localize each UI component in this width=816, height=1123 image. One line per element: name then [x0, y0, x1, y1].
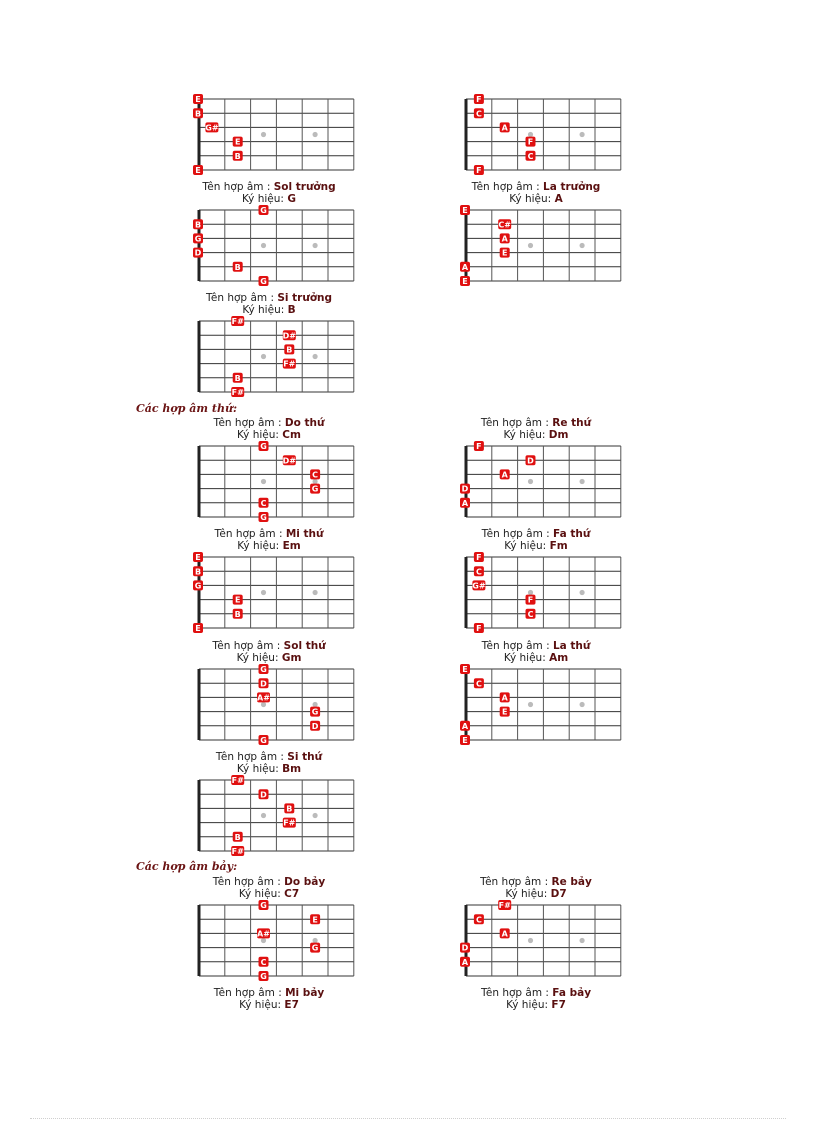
note-marker: [257, 692, 270, 702]
note-label: D#: [282, 456, 296, 466]
note-marker: [500, 233, 510, 243]
note-marker: [283, 359, 296, 369]
chord-caption-11: Tên hợp âm : Do bảy Ký hiệu: C7: [212, 876, 326, 900]
note-marker: [474, 566, 484, 576]
note-marker: [500, 928, 510, 938]
note-marker: [310, 469, 320, 479]
note-label: B: [234, 262, 241, 272]
note-label: A: [461, 498, 469, 508]
note-label: A: [501, 234, 508, 244]
note-marker: [205, 122, 219, 132]
chord-diagram-14: [457, 900, 617, 982]
note-marker: [526, 609, 536, 619]
fret-inlay-dot: [313, 813, 318, 818]
note-marker: [193, 219, 203, 229]
note-label: G: [260, 206, 267, 216]
note-label: C: [475, 567, 482, 577]
note-label: E: [234, 595, 241, 605]
note-label: C: [475, 109, 482, 119]
note-label: A#: [257, 929, 270, 939]
fret-inlay-dot: [261, 132, 266, 137]
fret-inlay-dot: [261, 590, 266, 595]
note-label: E: [195, 95, 201, 105]
fret-inlay-dot: [528, 479, 533, 484]
chord-diagram-3: [190, 205, 350, 287]
fret-inlay-dot: [261, 938, 266, 943]
note-marker: [474, 441, 484, 451]
fret-inlay-dot: [313, 479, 318, 484]
note-marker: [193, 552, 203, 562]
note-label: A: [501, 693, 508, 703]
note-label: F: [476, 166, 482, 176]
note-label: F#: [231, 388, 244, 398]
note-marker: [474, 914, 484, 924]
note-marker: [233, 262, 243, 272]
note-marker: [283, 818, 296, 828]
note-label: G: [194, 234, 202, 244]
note-marker: [526, 151, 536, 161]
note-label: C: [260, 498, 267, 508]
fret-inlay-dot: [528, 132, 533, 137]
chord-diagram-2: [457, 94, 617, 176]
note-label: C: [475, 679, 482, 689]
note-label: F: [476, 624, 482, 634]
note-label: B: [234, 609, 241, 619]
note-marker: [474, 94, 484, 104]
chord-caption-6: Tên hợp âm : Mi thứ Ký hiệu: Em: [214, 528, 324, 552]
note-marker: [310, 721, 320, 731]
chord-diagram-1: [190, 94, 350, 176]
note-marker: [460, 276, 470, 286]
note-label: B: [234, 832, 241, 842]
note-label: B: [194, 109, 202, 119]
note-marker: [259, 498, 269, 508]
note-label: F: [476, 553, 482, 563]
note-marker: [500, 122, 510, 132]
note-label: F#: [283, 818, 296, 828]
fret-inlay-dot: [313, 938, 318, 943]
note-label: D: [527, 456, 534, 466]
page-bottom-rule: [30, 1118, 786, 1119]
note-label: D: [461, 484, 469, 494]
note-label: C#: [498, 220, 511, 230]
note-label: F#: [231, 776, 244, 786]
note-marker: [233, 609, 243, 619]
note-marker: [233, 151, 243, 161]
note-label: D: [260, 679, 267, 689]
note-label: E: [462, 277, 468, 287]
note-label: B: [234, 151, 241, 161]
chord-caption-10: Tên hợp âm : Si thứ Ký hiệu: Bm: [215, 751, 323, 775]
chord-caption-2: Tên hợp âm : La trưởng Ký hiệu: A: [471, 181, 601, 205]
chord-diagram-10: [190, 664, 350, 746]
note-label: E: [501, 707, 508, 717]
fret-inlay-dot: [528, 938, 533, 943]
fret-inlay-dot: [580, 479, 585, 484]
note-marker: [284, 803, 294, 813]
note-label: F#: [231, 847, 244, 857]
note-marker: [500, 692, 510, 702]
chord-diagram-8: [190, 552, 350, 634]
chord-caption-1: Tên hợp âm : Sol trưởng Ký hiệu: G: [202, 181, 336, 205]
note-marker: [259, 664, 269, 674]
note-label: E: [234, 137, 241, 147]
note-marker: [193, 165, 203, 175]
note-marker: [283, 330, 297, 340]
fret-inlay-dot: [261, 479, 266, 484]
note-marker: [259, 735, 269, 745]
note-marker: [259, 957, 269, 967]
note-marker: [460, 205, 470, 215]
note-marker: [474, 108, 484, 118]
note-marker: [310, 914, 320, 924]
chord-caption-7: Tên hợp âm : Fa thứ Ký hiệu: Fm: [481, 528, 591, 552]
note-marker: [498, 219, 511, 229]
note-label: F#: [283, 359, 296, 369]
note-label: B: [194, 220, 202, 230]
note-marker: [231, 846, 244, 856]
fret-inlay-dot: [580, 243, 585, 248]
note-marker: [193, 233, 203, 243]
chord-diagram-9: [457, 552, 617, 634]
chord-diagram-6: [190, 441, 350, 523]
note-marker: [231, 775, 244, 785]
fret-inlay-dot: [528, 590, 533, 595]
note-label: F#: [498, 901, 511, 911]
chord-diagram-4: [457, 205, 617, 287]
fret-inlay-dot: [261, 243, 266, 248]
note-label: E: [195, 553, 201, 563]
chord-diagram-11: [457, 664, 617, 746]
note-label: D: [260, 790, 267, 800]
note-marker: [233, 595, 243, 605]
note-label: F: [476, 442, 482, 452]
note-label: F: [527, 595, 534, 605]
note-marker: [500, 707, 510, 717]
note-marker: [193, 580, 203, 590]
note-label: C: [527, 151, 534, 161]
section-seventh-title: Các hợp âm bảy:: [136, 860, 238, 873]
note-label: D: [311, 721, 319, 731]
note-marker: [474, 165, 484, 175]
note-label: D: [461, 943, 469, 953]
note-marker: [472, 580, 486, 590]
note-marker: [259, 971, 269, 981]
note-label: E: [195, 624, 201, 634]
note-label: E: [312, 915, 318, 925]
chord-diagram-5: [190, 316, 350, 398]
note-marker: [310, 943, 320, 953]
note-label: B: [194, 567, 202, 577]
note-label: A: [501, 123, 508, 133]
note-marker: [193, 108, 203, 118]
note-marker: [500, 248, 510, 258]
note-marker: [498, 900, 511, 910]
note-marker: [526, 595, 536, 605]
note-label: A#: [257, 693, 270, 703]
note-marker: [233, 832, 243, 842]
note-marker: [259, 205, 269, 215]
fret-inlay-dot: [313, 243, 318, 248]
note-marker: [460, 735, 470, 745]
note-marker: [259, 441, 269, 451]
chord-caption-12: Tên hợp âm : Re bảy Ký hiệu: D7: [480, 876, 592, 900]
note-marker: [474, 623, 484, 633]
chord-caption-4: Tên hợp âm : Do thứ Ký hiệu: Cm: [213, 417, 325, 441]
chord-diagram-13: [190, 900, 350, 982]
note-label: E: [462, 206, 468, 216]
chord-caption-9: Tên hợp âm : La thứ Ký hiệu: Am: [481, 640, 591, 664]
note-label: C: [260, 957, 267, 967]
note-label: G: [260, 736, 267, 746]
note-label: G#: [472, 581, 486, 591]
note-marker: [310, 484, 320, 494]
fret-inlay-dot: [261, 702, 266, 707]
note-marker: [233, 373, 243, 383]
note-label: A: [461, 957, 469, 967]
note-marker: [460, 664, 470, 674]
note-label: G: [260, 901, 267, 911]
note-label: C: [312, 470, 319, 480]
note-marker: [193, 248, 203, 258]
fret-inlay-dot: [580, 590, 585, 595]
note-marker: [526, 455, 536, 465]
note-label: F: [527, 137, 534, 147]
note-label: F#: [231, 317, 244, 327]
chord-diagram-12: [190, 775, 350, 857]
fret-inlay-dot: [261, 813, 266, 818]
note-label: E: [462, 736, 468, 746]
note-marker: [526, 137, 536, 147]
note-marker: [474, 552, 484, 562]
note-label: G: [194, 581, 202, 591]
fret-inlay-dot: [580, 702, 585, 707]
note-marker: [233, 137, 243, 147]
note-label: B: [234, 373, 241, 383]
fret-inlay-dot: [313, 702, 318, 707]
note-label: G: [311, 943, 319, 953]
note-marker: [460, 498, 470, 508]
note-marker: [193, 566, 203, 576]
chord-caption-5: Tên hợp âm : Re thứ Ký hiệu: Dm: [480, 417, 592, 441]
note-label: E: [195, 166, 201, 176]
note-marker: [231, 387, 244, 397]
fret-inlay-dot: [313, 132, 318, 137]
note-label: G: [311, 484, 319, 494]
note-marker: [257, 928, 270, 938]
note-label: G: [311, 707, 319, 717]
note-marker: [460, 484, 470, 494]
note-label: G: [260, 665, 267, 675]
note-label: C: [475, 915, 482, 925]
note-marker: [259, 900, 269, 910]
chord-caption-8: Tên hợp âm : Sol thứ Ký hiệu: Gm: [212, 640, 326, 664]
fret-inlay-dot: [261, 354, 266, 359]
section-minor-title: Các hợp âm thứ:: [136, 402, 237, 415]
note-marker: [259, 789, 269, 799]
note-marker: [460, 721, 470, 731]
fret-inlay-dot: [580, 938, 585, 943]
note-label: A: [461, 262, 469, 272]
note-label: E: [462, 665, 468, 675]
note-label: A: [501, 470, 508, 480]
note-marker: [474, 678, 484, 688]
note-label: G: [260, 513, 267, 523]
chord-diagram-7: [457, 441, 617, 523]
note-label: F: [476, 95, 482, 105]
note-marker: [193, 623, 203, 633]
note-marker: [284, 344, 294, 354]
note-label: B: [286, 804, 293, 814]
note-label: D: [194, 248, 202, 258]
fret-inlay-dot: [528, 243, 533, 248]
note-label: B: [286, 345, 293, 355]
note-label: G: [260, 442, 267, 452]
note-label: A: [501, 929, 508, 939]
note-label: A: [461, 721, 469, 731]
fret-inlay-dot: [313, 354, 318, 359]
note-marker: [259, 678, 269, 688]
note-marker: [460, 262, 470, 272]
note-marker: [231, 316, 244, 326]
note-marker: [310, 707, 320, 717]
note-label: G: [260, 277, 267, 287]
note-marker: [259, 276, 269, 286]
note-label: G: [260, 972, 267, 982]
note-label: C: [527, 609, 534, 619]
note-label: G#: [205, 123, 219, 133]
note-marker: [500, 469, 510, 479]
fret-inlay-dot: [580, 132, 585, 137]
note-label: D#: [282, 331, 296, 341]
note-marker: [283, 455, 297, 465]
note-marker: [193, 94, 203, 104]
fret-inlay-dot: [313, 590, 318, 595]
fret-inlay-dot: [528, 702, 533, 707]
chord-caption-3: Tên hợp âm : Si trưởng Ký hiệu: B: [205, 292, 333, 316]
note-label: E: [501, 248, 508, 258]
note-marker: [460, 957, 470, 967]
note-marker: [460, 943, 470, 953]
chord-caption-13: Tên hợp âm : Mi bảy Ký hiệu: E7: [213, 987, 325, 1011]
note-marker: [259, 512, 269, 522]
chord-caption-14: Tên hợp âm : Fa bảy Ký hiệu: F7: [480, 987, 592, 1011]
